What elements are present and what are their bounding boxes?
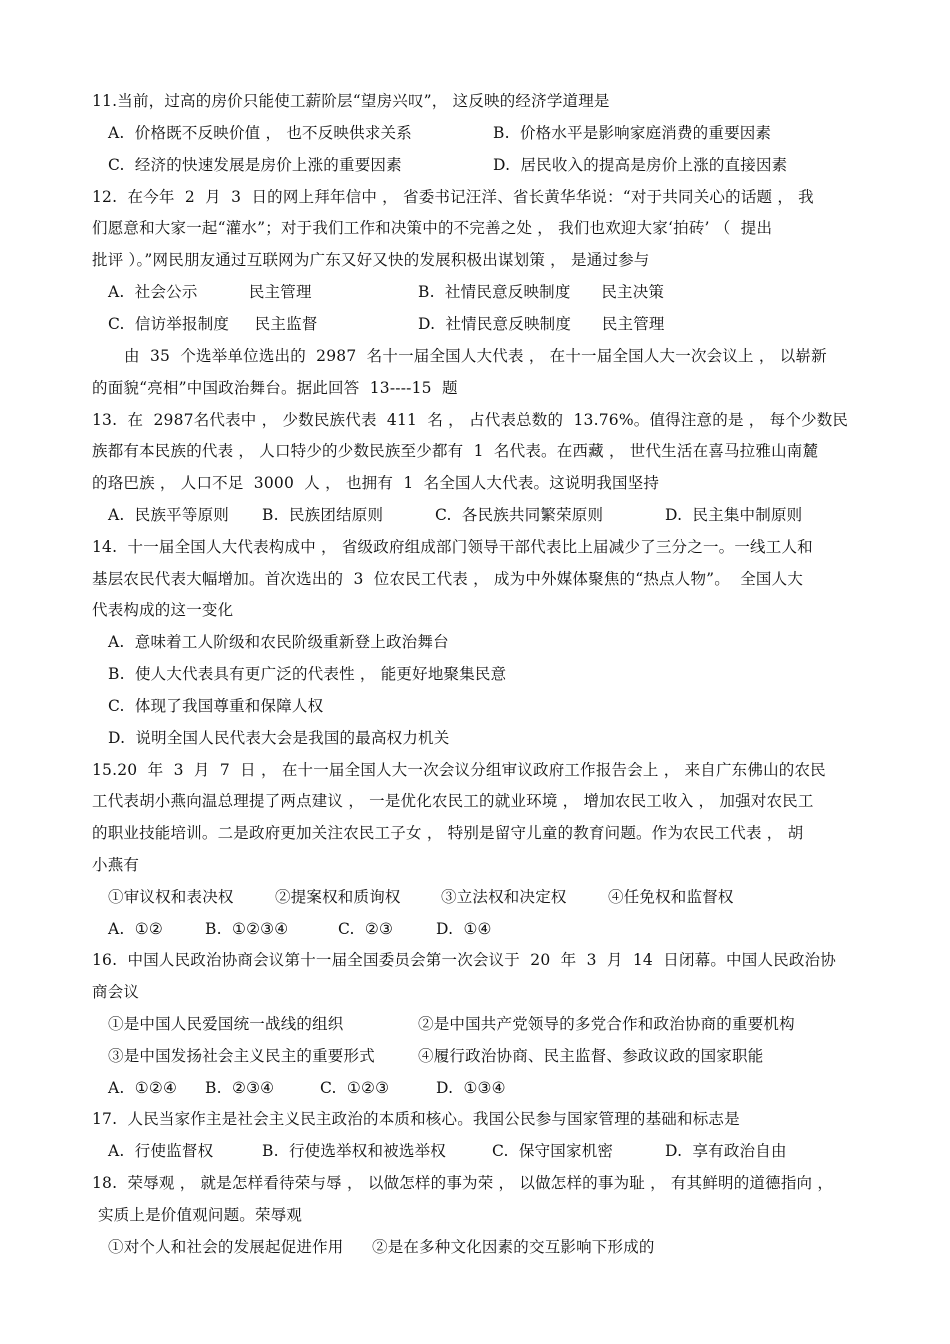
question-16-item-3: ③是中国发扬社会主义民主的重要形式	[108, 1047, 375, 1065]
question-17-option-b: B. 行使选举权和被选举权	[262, 1142, 446, 1160]
question-16-option-a: A. ①②④	[108, 1079, 178, 1097]
question-13-option-c: C. 各民族共同繁荣原则	[435, 506, 604, 524]
question-15-item-2: ②提案权和质询权	[275, 888, 401, 906]
question-11-option-c: C. 经济的快速发展是房价上涨的重要因素	[108, 156, 402, 174]
question-15-option-c: C. ②③	[338, 920, 394, 938]
question-15-stem-line-1: 15.20 年 3 月 7 日 ， 在十一届全国人大一次会议分组审议政府工作报告会上 ， 来自广东佛山的农民	[92, 761, 826, 779]
question-14-stem-line-2: 基层农民代表大幅增加。首次选出的 3 位农民工代表 ， 成为中外媒体聚焦的“热点人物”。 全国人大	[92, 570, 804, 588]
question-16-option-b: B. ②③④	[205, 1079, 275, 1097]
question-12-stem-line-2: 们愿意和大家一起“灌水”；对于我们工作和决策中的不完善之处 ， 我们也欢迎大家‘拍砖’ （ 提出	[92, 219, 773, 237]
question-12-option-a: A. 社会公示 民主管理	[108, 283, 312, 301]
question-13-option-b: B. 民族团结原则	[262, 506, 384, 524]
question-14-option-b: B. 使人大代表具有更广泛的代表性 ， 能更好地聚集民意	[108, 665, 507, 683]
question-18-item-1: ①对个人和社会的发展起促进作用	[108, 1238, 344, 1256]
question-11-stem: 11.当前，过高的房价只能使工薪阶层“望房兴叹”， 这反映的经济学道理是	[92, 92, 610, 110]
question-15-stem-line-2: 工代表胡小燕向温总理提了两点建议 ， 一是优化农民工的就业环境 ， 增加农民工收入 ， 加强对农民工	[92, 792, 814, 810]
question-18-stem-line-1: 18. 荣辱观 ， 就是怎样看待荣与辱 ， 以做怎样的事为荣 ， 以做怎样的事为耻 ， 有其鲜明的道德指向 ，	[92, 1174, 834, 1192]
question-11-option-b: B. 价格水平是影响家庭消费的重要因素	[493, 124, 772, 142]
question-18-item-2: ②是在多种文化因素的交互影响下形成的	[372, 1238, 655, 1256]
question-16-stem-line-2: 商会议	[92, 983, 140, 1001]
question-15-stem-line-3: 的职业技能培训。二是政府更加关注农民工子女 ， 特别是留守儿童的教育问题。作为农民工代表 ， 胡	[92, 824, 804, 842]
question-11-option-d: D. 居民收入的提高是房价上涨的直接因素	[493, 156, 788, 174]
question-13-stem-line-2: 族都有本民族的代表 ， 人口特少的少数民族至少都有 1 名代表。在西藏 ， 世代生活在喜马拉雅山南麓	[92, 442, 819, 460]
question-14-stem-line-1: 14. 十一届全国人大代表构成中 ， 省级政府组成部门领导干部代表比上届减少了三分之一。一线工人和	[92, 538, 813, 556]
question-15-item-3: ③立法权和决定权	[441, 888, 567, 906]
question-14-stem-line-3: 代表构成的这一变化	[92, 601, 234, 619]
question-12-option-b: B. 社情民意反映制度 民主决策	[418, 283, 665, 301]
question-15-option-d: D. ①④	[436, 920, 492, 938]
question-16-item-4: ④履行政治协商、民主监督、参政议政的国家职能	[418, 1047, 764, 1065]
question-17-option-d: D. 享有政治自由	[665, 1142, 787, 1160]
passage-13-15-line-1: 由 35 个选举单位选出的 2987 名十一届全国人大代表 ， 在十一届全国人大一次会议上 ， 以崭新	[124, 347, 827, 365]
question-12-stem-line-1: 12. 在今年 2 月 3 日的网上拜年信中 ， 省委书记汪洋、省长黄华华说：“对于共同关心的话题 ， 我	[92, 188, 814, 206]
question-16-item-2: ②是中国共产党领导的多党合作和政治协商的重要机构	[418, 1015, 795, 1033]
question-12-option-d: D. 社情民意反映制度 民主管理	[418, 315, 665, 333]
question-13-stem-line-3: 的珞巴族 ， 人口不足 3000 人 ， 也拥有 1 名全国人大代表。这说明我国坚持	[92, 474, 660, 492]
question-17-option-a: A. 行使监督权	[108, 1142, 214, 1160]
question-15-item-4: ④任免权和监督权	[608, 888, 734, 906]
question-13-option-d: D. 民主集中制原则	[665, 506, 803, 524]
question-16-option-d: D. ①③④	[436, 1079, 506, 1097]
question-18-stem-line-2: 实质上是价值观问题。荣辱观	[98, 1206, 303, 1224]
question-16-item-1: ①是中国人民爱国统一战线的组织	[108, 1015, 344, 1033]
question-12-stem-line-3: 批评 ）。”网民朋友通过互联网为广东又好又快的发展积极出谋划策 ， 是通过参与	[92, 251, 650, 269]
question-12-option-c: C. 信访举报制度 民主监督	[108, 315, 318, 333]
question-15-option-a: A. ①②	[108, 920, 163, 938]
question-15-option-b: B. ①②③④	[205, 920, 289, 938]
passage-13-15-line-2: 的面貌“亮相”中国政治舞台。据此回答 13----15 题	[92, 379, 458, 397]
question-14-option-d: D. 说明全国人民代表大会是我国的最高权力机关	[108, 729, 450, 747]
question-11-option-a: A. 价格既不反映价值 ， 也不反映供求关系	[108, 124, 412, 142]
question-15-item-1: ①审议权和表决权	[108, 888, 234, 906]
question-16-stem-line-1: 16. 中国人民政治协商会议第十一届全国委员会第一次会议于 20 年 3 月 14 日闭幕。中国人民政治协	[92, 951, 836, 969]
question-17-stem: 17. 人民当家作主是社会主义民主政治的本质和核心。我国公民参与国家管理的基础和标志是	[92, 1110, 740, 1128]
question-14-option-c: C. 体现了我国尊重和保障人权	[108, 697, 324, 715]
question-15-stem-line-4: 小燕有	[92, 856, 140, 874]
question-13-option-a: A. 民族平等原则	[108, 506, 229, 524]
question-13-stem-line-1: 13. 在 2987名代表中 ， 少数民族代表 411 名 ， 占代表总数的 13.76%。值得注意的是 ， 每个少数民	[92, 411, 849, 429]
question-14-option-a: A. 意味着工人阶级和农民阶级重新登上政治舞台	[108, 633, 449, 651]
question-17-option-c: C. 保守国家机密	[492, 1142, 614, 1160]
question-16-option-c: C. ①②③	[320, 1079, 390, 1097]
